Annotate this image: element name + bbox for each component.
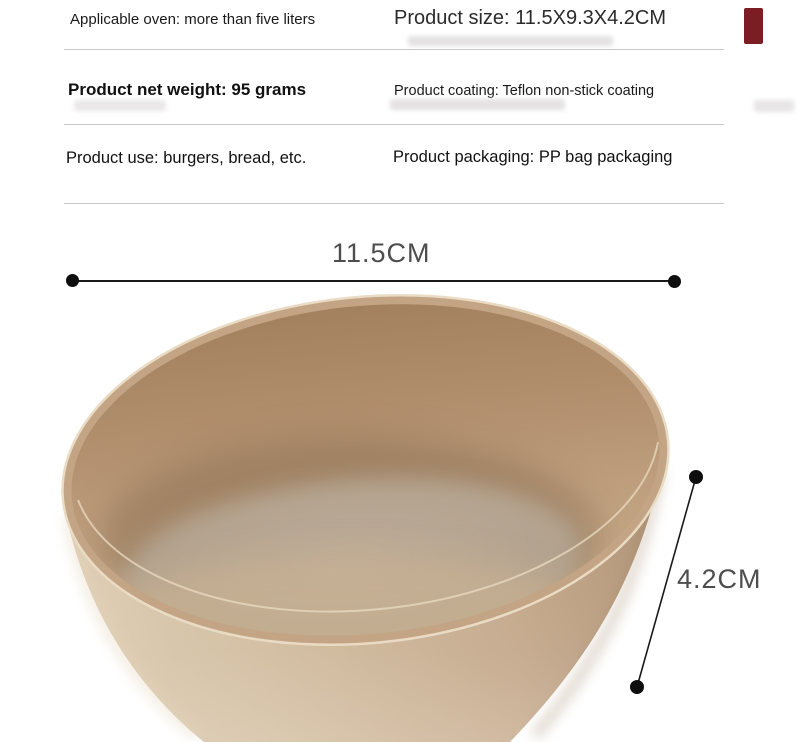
- width-dimension-label: 11.5CM: [332, 238, 431, 268]
- width-dimension-line: [72, 280, 675, 282]
- blurred-watermark: [408, 36, 613, 46]
- dimension-endpoint-dot: [668, 275, 681, 288]
- blurred-watermark: [390, 99, 565, 110]
- product-image-cake-pan: [30, 288, 690, 742]
- blurred-watermark: [754, 100, 794, 112]
- spec-product-use: Product use: burgers, bread, etc.: [66, 149, 307, 167]
- spec-packaging: Product packaging: PP bag packaging: [393, 148, 673, 166]
- corner-red-seal: [744, 8, 763, 44]
- dimension-endpoint-dot: [630, 680, 644, 694]
- dimension-endpoint-dot: [66, 274, 79, 287]
- spec-coating: Product coating: Teflon non-stick coating: [394, 83, 655, 99]
- spec-net-weight: Product net weight: 95 grams: [68, 80, 307, 99]
- dimension-endpoint-dot: [689, 470, 703, 484]
- divider: [64, 124, 724, 125]
- depth-dimension-label: 4.2CM: [677, 564, 762, 594]
- blurred-watermark: [74, 100, 166, 111]
- spec-applicable-oven: Applicable oven: more than five liters: [70, 11, 316, 28]
- spec-product-size: Product size: 11.5X9.3X4.2CM: [394, 7, 666, 29]
- divider: [64, 49, 724, 50]
- divider: [64, 203, 724, 204]
